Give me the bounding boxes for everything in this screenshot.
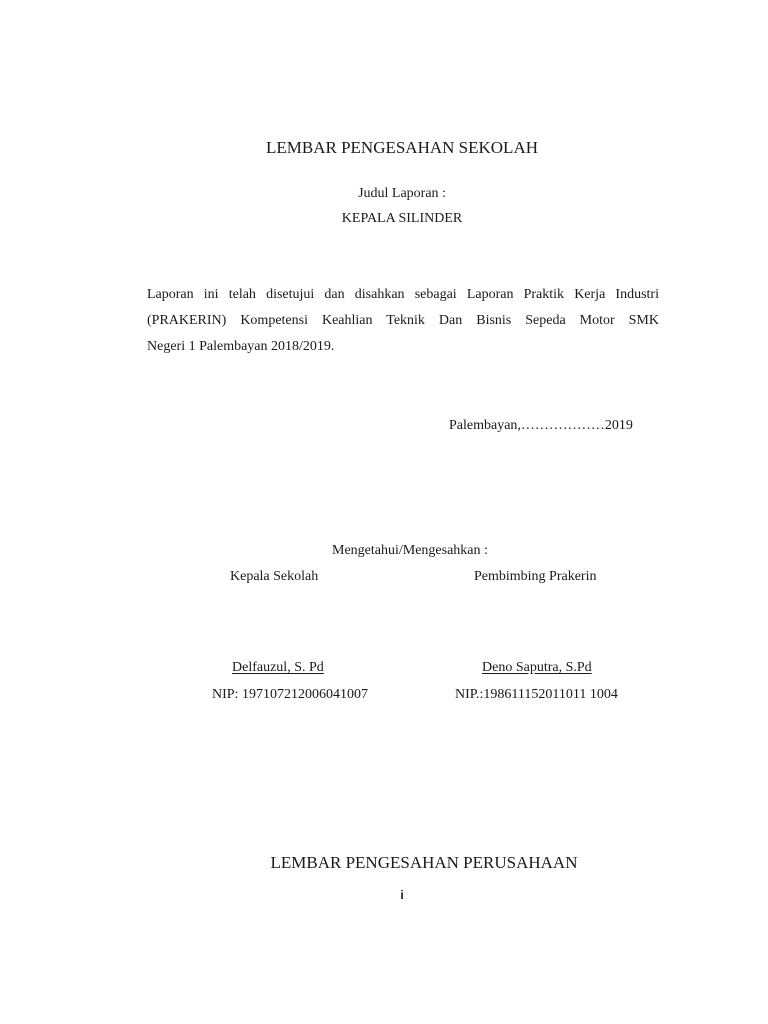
company-approval-title: LEMBAR PENGESAHAN PERUSAHAAN [270, 853, 578, 872]
approval-paragraph-line-2: (PRAKERIN) Kompetensi Keahlian Teknik Dan Bisnis Sepeda Motor SMK [147, 313, 659, 328]
principal-role: Kepala Sekolah [230, 569, 319, 584]
approval-paragraph-line-3: Negeri 1 Palembayan 2018/2019. [147, 339, 335, 354]
principal-nip: NIP: 197107212006041007 [212, 687, 368, 702]
report-title-label: Judul Laporan : [358, 186, 446, 201]
acknowledge-label: Mengetahui/Mengesahkan : [332, 543, 488, 558]
place-and-date: Palembayan,………………2019 [449, 418, 633, 433]
supervisor-role: Pembimbing Prakerin [474, 569, 597, 584]
approval-paragraph-line-1: Laporan ini telah disetujui dan disahkan sebagai Laporan Praktik Kerja Industri [147, 287, 659, 302]
principal-name: Delfauzul, S. Pd [232, 660, 324, 675]
page-number: i [400, 888, 404, 902]
report-title: KEPALA SILINDER [341, 211, 463, 226]
supervisor-name: Deno Saputra, S.Pd [482, 660, 592, 675]
school-approval-title: LEMBAR PENGESAHAN SEKOLAH [265, 138, 538, 157]
supervisor-nip: NIP.:198611152011011 1004 [455, 687, 618, 702]
